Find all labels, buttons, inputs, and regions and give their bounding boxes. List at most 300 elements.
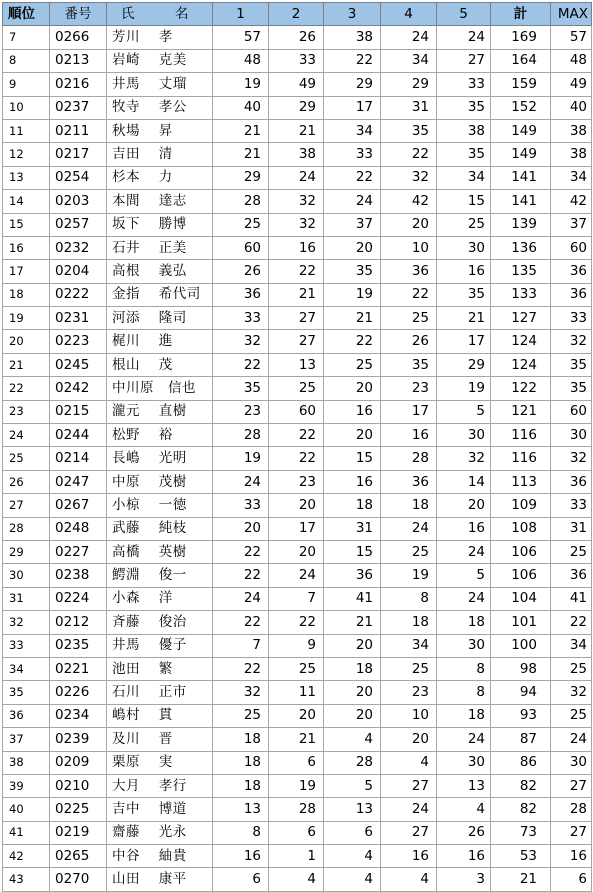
cell-round-3[interactable]: 22 (324, 330, 381, 353)
cell-round-1[interactable]: 25 (213, 704, 269, 727)
cell-round-3[interactable]: 29 (324, 73, 381, 96)
cell-round-4[interactable]: 28 (381, 447, 437, 470)
cell-round-4[interactable]: 20 (381, 728, 437, 751)
cell-rank[interactable]: 10 (3, 96, 50, 119)
cell-round-3[interactable]: 17 (324, 96, 381, 119)
cell-rank[interactable]: 29 (3, 540, 50, 563)
cell-rank[interactable]: 31 (3, 587, 50, 610)
cell-id[interactable]: 0212 (50, 611, 107, 634)
cell-id[interactable]: 0225 (50, 798, 107, 821)
cell-total[interactable]: 116 (491, 424, 551, 447)
cell-round-5[interactable]: 27 (437, 49, 491, 72)
cell-max[interactable]: 25 (551, 704, 592, 727)
cell-round-3[interactable]: 28 (324, 751, 381, 774)
cell-round-1[interactable]: 18 (213, 751, 269, 774)
cell-round-5[interactable]: 20 (437, 494, 491, 517)
cell-rank[interactable]: 43 (3, 868, 50, 891)
cell-id[interactable]: 0221 (50, 657, 107, 680)
cell-round-1[interactable]: 13 (213, 798, 269, 821)
cell-round-4[interactable]: 23 (381, 681, 437, 704)
cell-round-4[interactable]: 19 (381, 564, 437, 587)
cell-round-4[interactable]: 24 (381, 517, 437, 540)
cell-id[interactable]: 0231 (50, 307, 107, 330)
cell-round-3[interactable]: 21 (324, 307, 381, 330)
cell-rank[interactable]: 23 (3, 400, 50, 423)
cell-rank[interactable]: 25 (3, 447, 50, 470)
cell-name[interactable]: 斉藤 俊治 (107, 611, 213, 634)
cell-max[interactable]: 16 (551, 845, 592, 868)
cell-round-2[interactable]: 22 (269, 260, 324, 283)
cell-id[interactable]: 0222 (50, 283, 107, 306)
cell-total[interactable]: 106 (491, 540, 551, 563)
cell-round-5[interactable]: 38 (437, 119, 491, 142)
cell-rank[interactable]: 17 (3, 260, 50, 283)
cell-round-2[interactable]: 32 (269, 190, 324, 213)
cell-total[interactable]: 127 (491, 307, 551, 330)
cell-round-2[interactable]: 26 (269, 26, 324, 49)
cell-round-2[interactable]: 20 (269, 540, 324, 563)
cell-round-1[interactable]: 18 (213, 774, 269, 797)
cell-rank[interactable]: 19 (3, 307, 50, 330)
cell-round-2[interactable]: 11 (269, 681, 324, 704)
cell-round-5[interactable]: 8 (437, 657, 491, 680)
cell-round-3[interactable]: 15 (324, 540, 381, 563)
cell-name[interactable]: 牧寺 孝公 (107, 96, 213, 119)
cell-round-1[interactable]: 18 (213, 728, 269, 751)
cell-total[interactable]: 104 (491, 587, 551, 610)
cell-round-2[interactable]: 21 (269, 119, 324, 142)
cell-round-5[interactable]: 15 (437, 190, 491, 213)
cell-round-1[interactable]: 26 (213, 260, 269, 283)
cell-max[interactable]: 25 (551, 540, 592, 563)
cell-round-3[interactable]: 22 (324, 49, 381, 72)
cell-round-5[interactable]: 35 (437, 143, 491, 166)
cell-round-2[interactable]: 22 (269, 611, 324, 634)
cell-round-1[interactable]: 33 (213, 307, 269, 330)
cell-round-1[interactable]: 35 (213, 377, 269, 400)
cell-max[interactable]: 36 (551, 260, 592, 283)
cell-total[interactable]: 149 (491, 143, 551, 166)
header-rank[interactable]: 順位 (3, 3, 50, 26)
cell-round-5[interactable]: 3 (437, 868, 491, 891)
cell-rank[interactable]: 21 (3, 353, 50, 376)
cell-round-5[interactable]: 30 (437, 236, 491, 259)
cell-round-5[interactable]: 13 (437, 774, 491, 797)
cell-round-4[interactable]: 8 (381, 587, 437, 610)
cell-id[interactable]: 0267 (50, 494, 107, 517)
cell-total[interactable]: 87 (491, 728, 551, 751)
cell-rank[interactable]: 8 (3, 49, 50, 72)
cell-total[interactable]: 53 (491, 845, 551, 868)
cell-name[interactable]: 石川 正市 (107, 681, 213, 704)
cell-round-5[interactable]: 18 (437, 704, 491, 727)
cell-rank[interactable]: 24 (3, 424, 50, 447)
cell-max[interactable]: 27 (551, 774, 592, 797)
cell-round-5[interactable]: 5 (437, 564, 491, 587)
cell-total[interactable]: 152 (491, 96, 551, 119)
cell-round-1[interactable]: 22 (213, 353, 269, 376)
cell-max[interactable]: 60 (551, 400, 592, 423)
cell-round-4[interactable]: 24 (381, 798, 437, 821)
cell-round-4[interactable]: 4 (381, 868, 437, 891)
cell-round-2[interactable]: 21 (269, 728, 324, 751)
cell-rank[interactable]: 33 (3, 634, 50, 657)
cell-round-3[interactable]: 38 (324, 26, 381, 49)
cell-max[interactable]: 35 (551, 377, 592, 400)
cell-round-5[interactable]: 21 (437, 307, 491, 330)
cell-max[interactable]: 38 (551, 119, 592, 142)
cell-name[interactable]: 秋場 昇 (107, 119, 213, 142)
cell-total[interactable]: 98 (491, 657, 551, 680)
cell-total[interactable]: 109 (491, 494, 551, 517)
cell-total[interactable]: 108 (491, 517, 551, 540)
cell-rank[interactable]: 14 (3, 190, 50, 213)
cell-round-4[interactable]: 25 (381, 307, 437, 330)
cell-round-4[interactable]: 31 (381, 96, 437, 119)
cell-round-1[interactable]: 33 (213, 494, 269, 517)
cell-round-1[interactable]: 28 (213, 424, 269, 447)
cell-total[interactable]: 82 (491, 798, 551, 821)
cell-name[interactable]: 栗原 実 (107, 751, 213, 774)
cell-round-3[interactable]: 18 (324, 494, 381, 517)
cell-name[interactable]: 高根 義弘 (107, 260, 213, 283)
cell-round-2[interactable]: 20 (269, 494, 324, 517)
cell-round-1[interactable]: 29 (213, 166, 269, 189)
cell-rank[interactable]: 41 (3, 821, 50, 844)
cell-id[interactable]: 0211 (50, 119, 107, 142)
cell-round-5[interactable]: 16 (437, 517, 491, 540)
cell-name[interactable]: 鰐淵 俊一 (107, 564, 213, 587)
cell-round-4[interactable]: 17 (381, 400, 437, 423)
cell-id[interactable]: 0235 (50, 634, 107, 657)
cell-round-3[interactable]: 16 (324, 470, 381, 493)
cell-round-3[interactable]: 21 (324, 611, 381, 634)
cell-round-2[interactable]: 1 (269, 845, 324, 868)
cell-round-5[interactable]: 33 (437, 73, 491, 96)
cell-round-4[interactable]: 24 (381, 26, 437, 49)
cell-round-3[interactable]: 19 (324, 283, 381, 306)
cell-name[interactable]: 井馬 丈瑠 (107, 73, 213, 96)
cell-max[interactable]: 32 (551, 681, 592, 704)
cell-max[interactable]: 34 (551, 166, 592, 189)
cell-round-4[interactable]: 22 (381, 143, 437, 166)
cell-rank[interactable]: 20 (3, 330, 50, 353)
cell-total[interactable]: 124 (491, 353, 551, 376)
cell-name[interactable]: 齋藤 光永 (107, 821, 213, 844)
cell-name[interactable]: 中川原 信也 (107, 377, 213, 400)
cell-round-3[interactable]: 37 (324, 213, 381, 236)
cell-round-5[interactable]: 17 (437, 330, 491, 353)
cell-round-4[interactable]: 10 (381, 236, 437, 259)
cell-rank[interactable]: 35 (3, 681, 50, 704)
cell-id[interactable]: 0217 (50, 143, 107, 166)
cell-name[interactable]: 本間 達志 (107, 190, 213, 213)
cell-round-3[interactable]: 41 (324, 587, 381, 610)
cell-name[interactable]: 河添 隆司 (107, 307, 213, 330)
cell-rank[interactable]: 15 (3, 213, 50, 236)
cell-name[interactable]: 井馬 優子 (107, 634, 213, 657)
cell-round-3[interactable]: 34 (324, 119, 381, 142)
cell-total[interactable]: 159 (491, 73, 551, 96)
cell-total[interactable]: 86 (491, 751, 551, 774)
cell-id[interactable]: 0237 (50, 96, 107, 119)
cell-round-4[interactable]: 16 (381, 845, 437, 868)
cell-round-1[interactable]: 22 (213, 540, 269, 563)
cell-round-5[interactable]: 34 (437, 166, 491, 189)
cell-round-3[interactable]: 24 (324, 190, 381, 213)
cell-max[interactable]: 48 (551, 49, 592, 72)
cell-id[interactable]: 0254 (50, 166, 107, 189)
cell-round-4[interactable]: 22 (381, 283, 437, 306)
cell-round-1[interactable]: 28 (213, 190, 269, 213)
cell-round-5[interactable]: 24 (437, 728, 491, 751)
cell-id[interactable]: 0245 (50, 353, 107, 376)
cell-round-3[interactable]: 22 (324, 166, 381, 189)
cell-round-2[interactable]: 22 (269, 447, 324, 470)
cell-round-5[interactable]: 16 (437, 260, 491, 283)
cell-round-2[interactable]: 16 (269, 236, 324, 259)
cell-id[interactable]: 0203 (50, 190, 107, 213)
cell-round-1[interactable]: 21 (213, 119, 269, 142)
cell-max[interactable]: 32 (551, 330, 592, 353)
cell-total[interactable]: 21 (491, 868, 551, 891)
cell-round-2[interactable]: 27 (269, 330, 324, 353)
cell-id[interactable]: 0238 (50, 564, 107, 587)
cell-max[interactable]: 25 (551, 657, 592, 680)
cell-round-5[interactable]: 19 (437, 377, 491, 400)
cell-total[interactable]: 100 (491, 634, 551, 657)
cell-round-4[interactable]: 4 (381, 751, 437, 774)
cell-round-5[interactable]: 30 (437, 751, 491, 774)
cell-max[interactable]: 49 (551, 73, 592, 96)
cell-id[interactable]: 0257 (50, 213, 107, 236)
cell-round-3[interactable]: 25 (324, 353, 381, 376)
cell-round-5[interactable]: 29 (437, 353, 491, 376)
cell-round-2[interactable]: 23 (269, 470, 324, 493)
cell-total[interactable]: 106 (491, 564, 551, 587)
cell-round-4[interactable]: 34 (381, 49, 437, 72)
cell-round-2[interactable]: 25 (269, 377, 324, 400)
cell-total[interactable]: 94 (491, 681, 551, 704)
cell-max[interactable]: 34 (551, 634, 592, 657)
cell-name[interactable]: 山田 康平 (107, 868, 213, 891)
cell-round-5[interactable]: 35 (437, 96, 491, 119)
cell-id[interactable]: 0215 (50, 400, 107, 423)
cell-round-3[interactable]: 20 (324, 236, 381, 259)
cell-rank[interactable]: 26 (3, 470, 50, 493)
cell-rank[interactable]: 30 (3, 564, 50, 587)
cell-max[interactable]: 60 (551, 236, 592, 259)
cell-round-4[interactable]: 32 (381, 166, 437, 189)
cell-round-2[interactable]: 9 (269, 634, 324, 657)
cell-round-1[interactable]: 32 (213, 330, 269, 353)
cell-total[interactable]: 133 (491, 283, 551, 306)
cell-round-1[interactable]: 19 (213, 447, 269, 470)
cell-round-1[interactable]: 40 (213, 96, 269, 119)
cell-round-3[interactable]: 18 (324, 657, 381, 680)
cell-round-2[interactable]: 6 (269, 751, 324, 774)
cell-max[interactable]: 24 (551, 728, 592, 751)
cell-round-3[interactable]: 20 (324, 681, 381, 704)
cell-round-1[interactable]: 6 (213, 868, 269, 891)
cell-name[interactable]: 松野 裕 (107, 424, 213, 447)
cell-id[interactable]: 0227 (50, 540, 107, 563)
header-round-5[interactable]: 5 (437, 3, 491, 26)
cell-name[interactable]: 中谷 紬貴 (107, 845, 213, 868)
cell-rank[interactable]: 7 (3, 26, 50, 49)
cell-total[interactable]: 101 (491, 611, 551, 634)
cell-max[interactable]: 30 (551, 751, 592, 774)
cell-round-4[interactable]: 29 (381, 73, 437, 96)
cell-round-4[interactable]: 23 (381, 377, 437, 400)
cell-max[interactable]: 41 (551, 587, 592, 610)
cell-round-1[interactable]: 48 (213, 49, 269, 72)
cell-total[interactable]: 141 (491, 166, 551, 189)
cell-name[interactable]: 金指 希代司 (107, 283, 213, 306)
cell-total[interactable]: 124 (491, 330, 551, 353)
cell-name[interactable]: 大月 孝行 (107, 774, 213, 797)
cell-name[interactable]: 池田 繁 (107, 657, 213, 680)
cell-round-2[interactable]: 24 (269, 564, 324, 587)
cell-rank[interactable]: 38 (3, 751, 50, 774)
cell-round-1[interactable]: 24 (213, 587, 269, 610)
cell-id[interactable]: 0232 (50, 236, 107, 259)
cell-round-3[interactable]: 20 (324, 424, 381, 447)
cell-round-5[interactable]: 35 (437, 283, 491, 306)
cell-max[interactable]: 27 (551, 821, 592, 844)
header-round-4[interactable]: 4 (381, 3, 437, 26)
cell-round-3[interactable]: 13 (324, 798, 381, 821)
cell-round-2[interactable]: 4 (269, 868, 324, 891)
cell-total[interactable]: 164 (491, 49, 551, 72)
cell-name[interactable]: 杉本 力 (107, 166, 213, 189)
cell-round-2[interactable]: 13 (269, 353, 324, 376)
cell-round-1[interactable]: 22 (213, 657, 269, 680)
cell-id[interactable]: 0213 (50, 49, 107, 72)
cell-max[interactable]: 37 (551, 213, 592, 236)
cell-rank[interactable]: 36 (3, 704, 50, 727)
cell-round-1[interactable]: 24 (213, 470, 269, 493)
cell-total[interactable]: 113 (491, 470, 551, 493)
header-name[interactable]: 氏 名 (107, 3, 213, 26)
cell-name[interactable]: 嶋村 貫 (107, 704, 213, 727)
cell-rank[interactable]: 28 (3, 517, 50, 540)
cell-max[interactable]: 33 (551, 307, 592, 330)
cell-round-1[interactable]: 57 (213, 26, 269, 49)
cell-round-3[interactable]: 31 (324, 517, 381, 540)
cell-name[interactable]: 小椋 一徳 (107, 494, 213, 517)
cell-total[interactable]: 122 (491, 377, 551, 400)
cell-name[interactable]: 瀧元 直樹 (107, 400, 213, 423)
cell-id[interactable]: 0223 (50, 330, 107, 353)
cell-name[interactable]: 吉田 清 (107, 143, 213, 166)
header-id[interactable]: 番号 (50, 3, 107, 26)
cell-total[interactable]: 141 (491, 190, 551, 213)
cell-id[interactable]: 0204 (50, 260, 107, 283)
cell-rank[interactable]: 37 (3, 728, 50, 751)
cell-rank[interactable]: 39 (3, 774, 50, 797)
cell-max[interactable]: 35 (551, 353, 592, 376)
cell-max[interactable]: 30 (551, 424, 592, 447)
cell-round-4[interactable]: 36 (381, 260, 437, 283)
cell-rank[interactable]: 40 (3, 798, 50, 821)
cell-id[interactable]: 0226 (50, 681, 107, 704)
cell-id[interactable]: 0210 (50, 774, 107, 797)
cell-round-2[interactable]: 27 (269, 307, 324, 330)
cell-max[interactable]: 28 (551, 798, 592, 821)
cell-round-2[interactable]: 25 (269, 657, 324, 680)
cell-name[interactable]: 梶川 進 (107, 330, 213, 353)
cell-name[interactable]: 坂下 勝博 (107, 213, 213, 236)
cell-name[interactable]: 根山 茂 (107, 353, 213, 376)
header-round-3[interactable]: 3 (324, 3, 381, 26)
cell-round-5[interactable]: 32 (437, 447, 491, 470)
cell-id[interactable]: 0234 (50, 704, 107, 727)
cell-round-4[interactable]: 36 (381, 470, 437, 493)
cell-round-4[interactable]: 42 (381, 190, 437, 213)
cell-round-5[interactable]: 4 (437, 798, 491, 821)
cell-id[interactable]: 0219 (50, 821, 107, 844)
cell-round-3[interactable]: 4 (324, 728, 381, 751)
cell-round-1[interactable]: 21 (213, 143, 269, 166)
cell-id[interactable]: 0216 (50, 73, 107, 96)
cell-round-5[interactable]: 5 (437, 400, 491, 423)
cell-round-1[interactable]: 22 (213, 564, 269, 587)
cell-id[interactable]: 0209 (50, 751, 107, 774)
cell-max[interactable]: 36 (551, 283, 592, 306)
cell-id[interactable]: 0265 (50, 845, 107, 868)
cell-round-5[interactable]: 24 (437, 540, 491, 563)
cell-round-3[interactable]: 20 (324, 634, 381, 657)
header-total[interactable]: 計 (491, 3, 551, 26)
cell-round-2[interactable]: 33 (269, 49, 324, 72)
cell-round-2[interactable]: 6 (269, 821, 324, 844)
cell-round-5[interactable]: 25 (437, 213, 491, 236)
cell-round-2[interactable]: 17 (269, 517, 324, 540)
cell-id[interactable]: 0214 (50, 447, 107, 470)
cell-round-1[interactable]: 7 (213, 634, 269, 657)
header-max[interactable]: MAX (551, 3, 592, 26)
cell-round-5[interactable]: 18 (437, 611, 491, 634)
cell-round-3[interactable]: 16 (324, 400, 381, 423)
cell-round-1[interactable]: 32 (213, 681, 269, 704)
cell-name[interactable]: 及川 晋 (107, 728, 213, 751)
cell-total[interactable]: 139 (491, 213, 551, 236)
cell-round-4[interactable]: 25 (381, 657, 437, 680)
cell-round-4[interactable]: 26 (381, 330, 437, 353)
cell-total[interactable]: 149 (491, 119, 551, 142)
cell-round-3[interactable]: 4 (324, 868, 381, 891)
cell-id[interactable]: 0224 (50, 587, 107, 610)
cell-round-4[interactable]: 20 (381, 213, 437, 236)
cell-round-4[interactable]: 35 (381, 119, 437, 142)
cell-id[interactable]: 0239 (50, 728, 107, 751)
cell-id[interactable]: 0244 (50, 424, 107, 447)
cell-max[interactable]: 36 (551, 470, 592, 493)
cell-total[interactable]: 116 (491, 447, 551, 470)
cell-round-1[interactable]: 22 (213, 611, 269, 634)
cell-round-4[interactable]: 25 (381, 540, 437, 563)
cell-round-3[interactable]: 20 (324, 704, 381, 727)
cell-max[interactable]: 38 (551, 143, 592, 166)
cell-round-2[interactable]: 60 (269, 400, 324, 423)
cell-round-2[interactable]: 32 (269, 213, 324, 236)
cell-name[interactable]: 小森 洋 (107, 587, 213, 610)
cell-max[interactable]: 31 (551, 517, 592, 540)
cell-round-4[interactable]: 35 (381, 353, 437, 376)
cell-name[interactable]: 石井 正美 (107, 236, 213, 259)
cell-total[interactable]: 73 (491, 821, 551, 844)
